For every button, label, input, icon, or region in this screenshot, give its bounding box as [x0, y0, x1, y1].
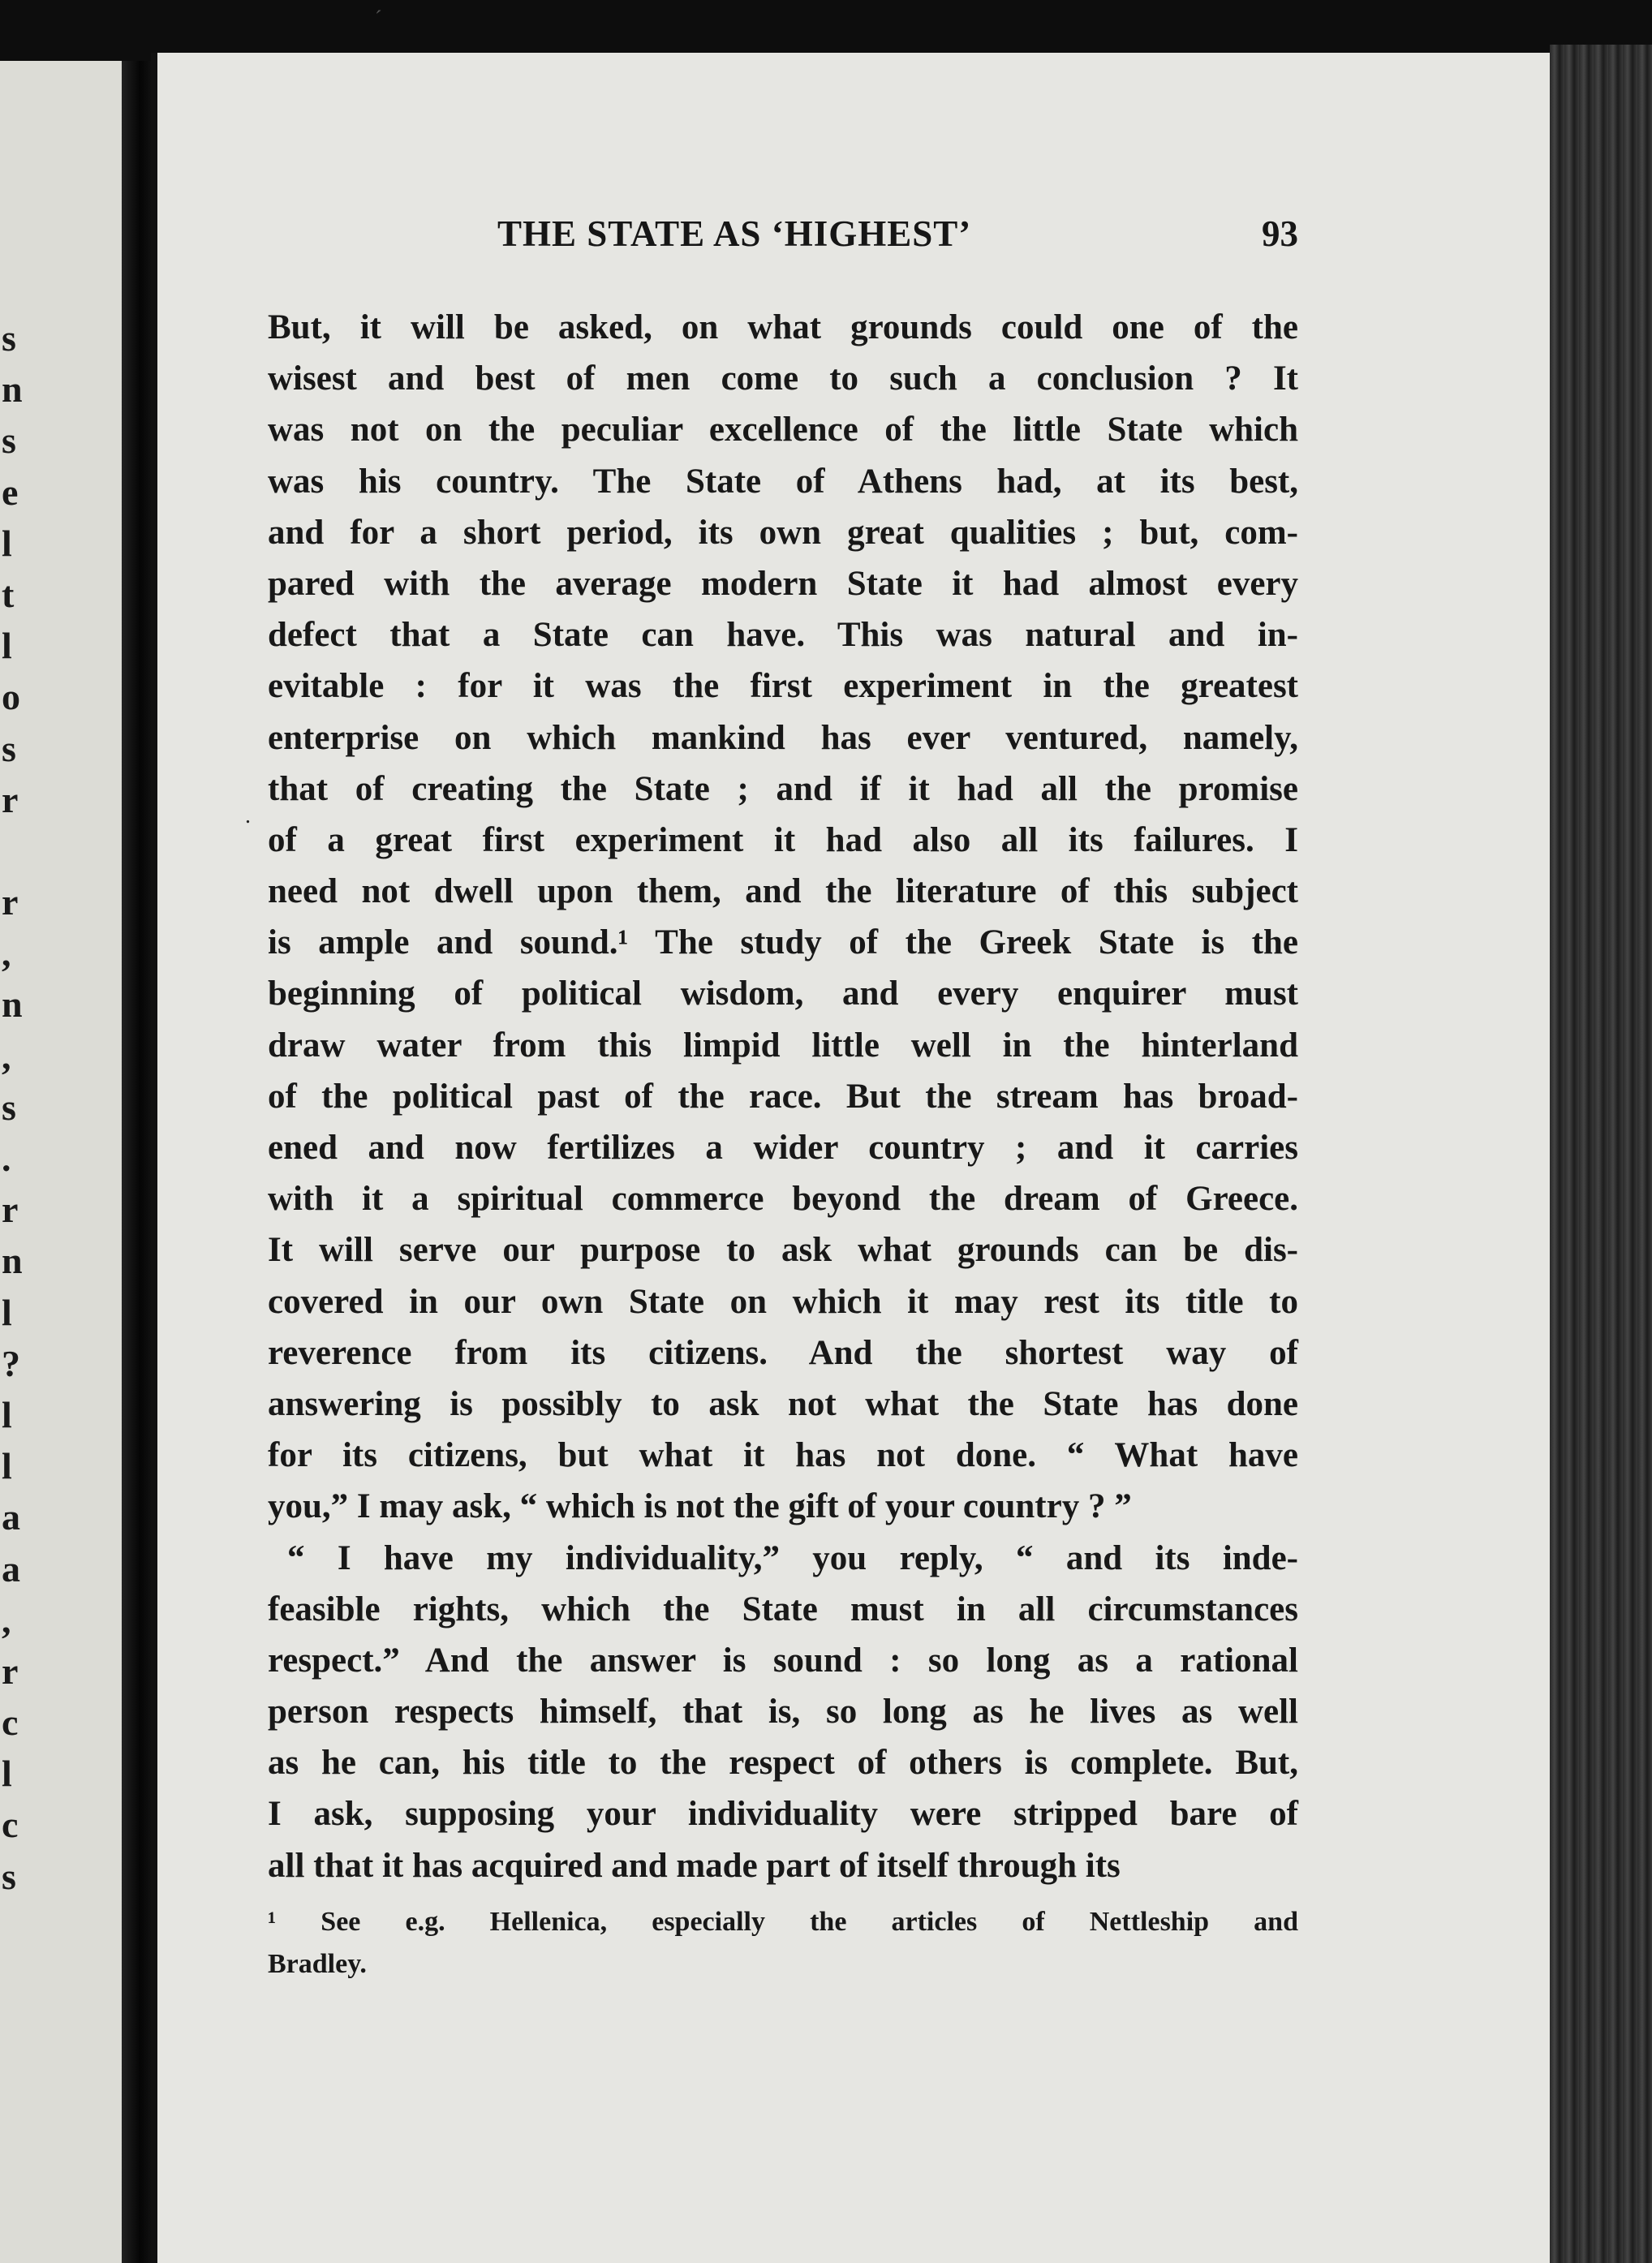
- facing-page-letter: r: [2, 881, 19, 923]
- facing-page-letter: ,: [2, 1035, 11, 1077]
- facing-page-letter: l: [2, 1445, 12, 1487]
- text-line: was his country. The State of Athens had, at its best,: [268, 462, 1298, 501]
- text-line: you,” I may ask, “ which is not the gift of your country ? ”: [268, 1487, 1132, 1526]
- facing-page-letter: r: [2, 778, 19, 820]
- text-line: feasible rights, which the State must in all circumstances: [268, 1590, 1298, 1628]
- facing-page-letter: e: [2, 471, 19, 513]
- facing-page-letter: r: [2, 1189, 19, 1231]
- text-line: covered in our own State on which it may rest its title to: [268, 1282, 1298, 1321]
- text-line: for its citizens, but what it has not done. “ What have: [268, 1436, 1298, 1475]
- text-line: was not on the peculiar excellence of the little State which: [268, 411, 1298, 450]
- text-line: “ I have my individuality,” you reply, “ and its inde-: [287, 1538, 1298, 1577]
- book-binding-edge: [1550, 45, 1652, 2263]
- text-line: beginning of political wisdom, and every enquirer must: [268, 974, 1298, 1013]
- text-line: person respects himself, that is, so long as he lives as well: [268, 1693, 1298, 1732]
- facing-page-letter: l: [2, 522, 12, 564]
- text-line: answering is possibly to ask not what the State has done: [268, 1384, 1298, 1423]
- facing-page-letter: s: [2, 727, 16, 769]
- text-line: I ask, supposing your individuality were stripped bare of: [268, 1795, 1298, 1834]
- text-line: It will serve our purpose to ask what grounds can be dis-: [268, 1231, 1298, 1270]
- facing-page-letter: ,: [2, 1598, 11, 1641]
- running-head-title: THE STATE AS ‘HIGHEST’: [497, 213, 972, 254]
- scan-mark-top: ´: [375, 6, 382, 30]
- facing-page-letter: s: [2, 317, 16, 359]
- text-line: enterprise on which mankind has ever ventured, namely,: [268, 718, 1298, 757]
- text-line: evitable : for it was the first experiment in the greatest: [268, 667, 1298, 706]
- text-line: with it a spiritual commerce beyond the dream of Greece.: [268, 1180, 1298, 1219]
- text-line: But, it will be asked, on what grounds could one of the: [268, 308, 1298, 346]
- facing-page-letter: n: [2, 368, 23, 411]
- facing-page-letter: r: [2, 1650, 19, 1692]
- facing-page-letter: n: [2, 1240, 23, 1282]
- facing-page-letter: a: [2, 1547, 20, 1590]
- facing-page-letter: l: [2, 1753, 12, 1795]
- margin-speck: .: [245, 803, 251, 828]
- facing-page-letter: l: [2, 1393, 12, 1435]
- text-line: wisest and best of men come to such a conclusion ? It: [268, 359, 1298, 398]
- text-line: all that it has acquired and made part of itself through its: [268, 1846, 1121, 1885]
- text-line: ened and now fertilizes a wider country ; and it carries: [268, 1129, 1298, 1167]
- facing-page-letter: [0, 825, 23, 876]
- page-number: 93: [1262, 213, 1298, 254]
- facing-page-letter: a: [2, 1496, 20, 1538]
- text-line: reverence from its citizens. And the shortest way of: [268, 1333, 1298, 1372]
- text-line: that of creating the State ; and if it had all the promise: [268, 769, 1298, 808]
- text-line: respect.” And the answer is sound : so long as a rational: [268, 1641, 1298, 1680]
- facing-page-letter: ?: [2, 1342, 20, 1384]
- footnote: [268, 1901, 1298, 1986]
- facing-page-letter: s: [2, 1086, 16, 1128]
- facing-page-letter: t: [2, 573, 15, 615]
- text-line: of the political past of the race. But the stream has broad-: [268, 1077, 1298, 1116]
- facing-page-edge: [0, 61, 122, 2263]
- facing-page-letter: .: [2, 1138, 11, 1179]
- facing-page-letter: s: [2, 1855, 16, 1897]
- text-line: pared with the average modern State it had almost every: [268, 564, 1298, 603]
- running-head: [341, 213, 1298, 269]
- facing-page-letter: c: [2, 1702, 19, 1744]
- footnote-line: Bradley.: [268, 1949, 367, 1979]
- text-line: need not dwell upon them, and the literature of this subject: [268, 872, 1298, 911]
- body-text: [268, 302, 1298, 1891]
- text-line: defect that a State can have. This was natural and in-: [268, 616, 1298, 655]
- text-line: is ample and sound.¹ The study of the Greek State is the: [268, 923, 1298, 962]
- facing-page-letter: o: [2, 676, 20, 718]
- footnote-line: ¹ See e.g. Hellenica, especially the articles of Nettleship and: [268, 1907, 1298, 1937]
- text-line: as he can, his title to the respect of others is complete. But,: [268, 1744, 1298, 1783]
- facing-page-letter: n: [2, 983, 23, 1026]
- text-line: of a great first experiment it had also all its failures. I: [268, 820, 1298, 859]
- facing-page-letter: c: [2, 1804, 19, 1846]
- facing-page-letter: l: [2, 1291, 12, 1333]
- text-line: and for a short period, its own great qualities ; but, com-: [268, 513, 1298, 552]
- facing-page-letter-list: [0, 312, 23, 1902]
- facing-page-letter: ,: [2, 932, 11, 974]
- facing-page-letter: s: [2, 419, 16, 462]
- facing-page-letter: l: [2, 625, 12, 667]
- text-line: draw water from this limpid little well in the hinterland: [268, 1026, 1298, 1065]
